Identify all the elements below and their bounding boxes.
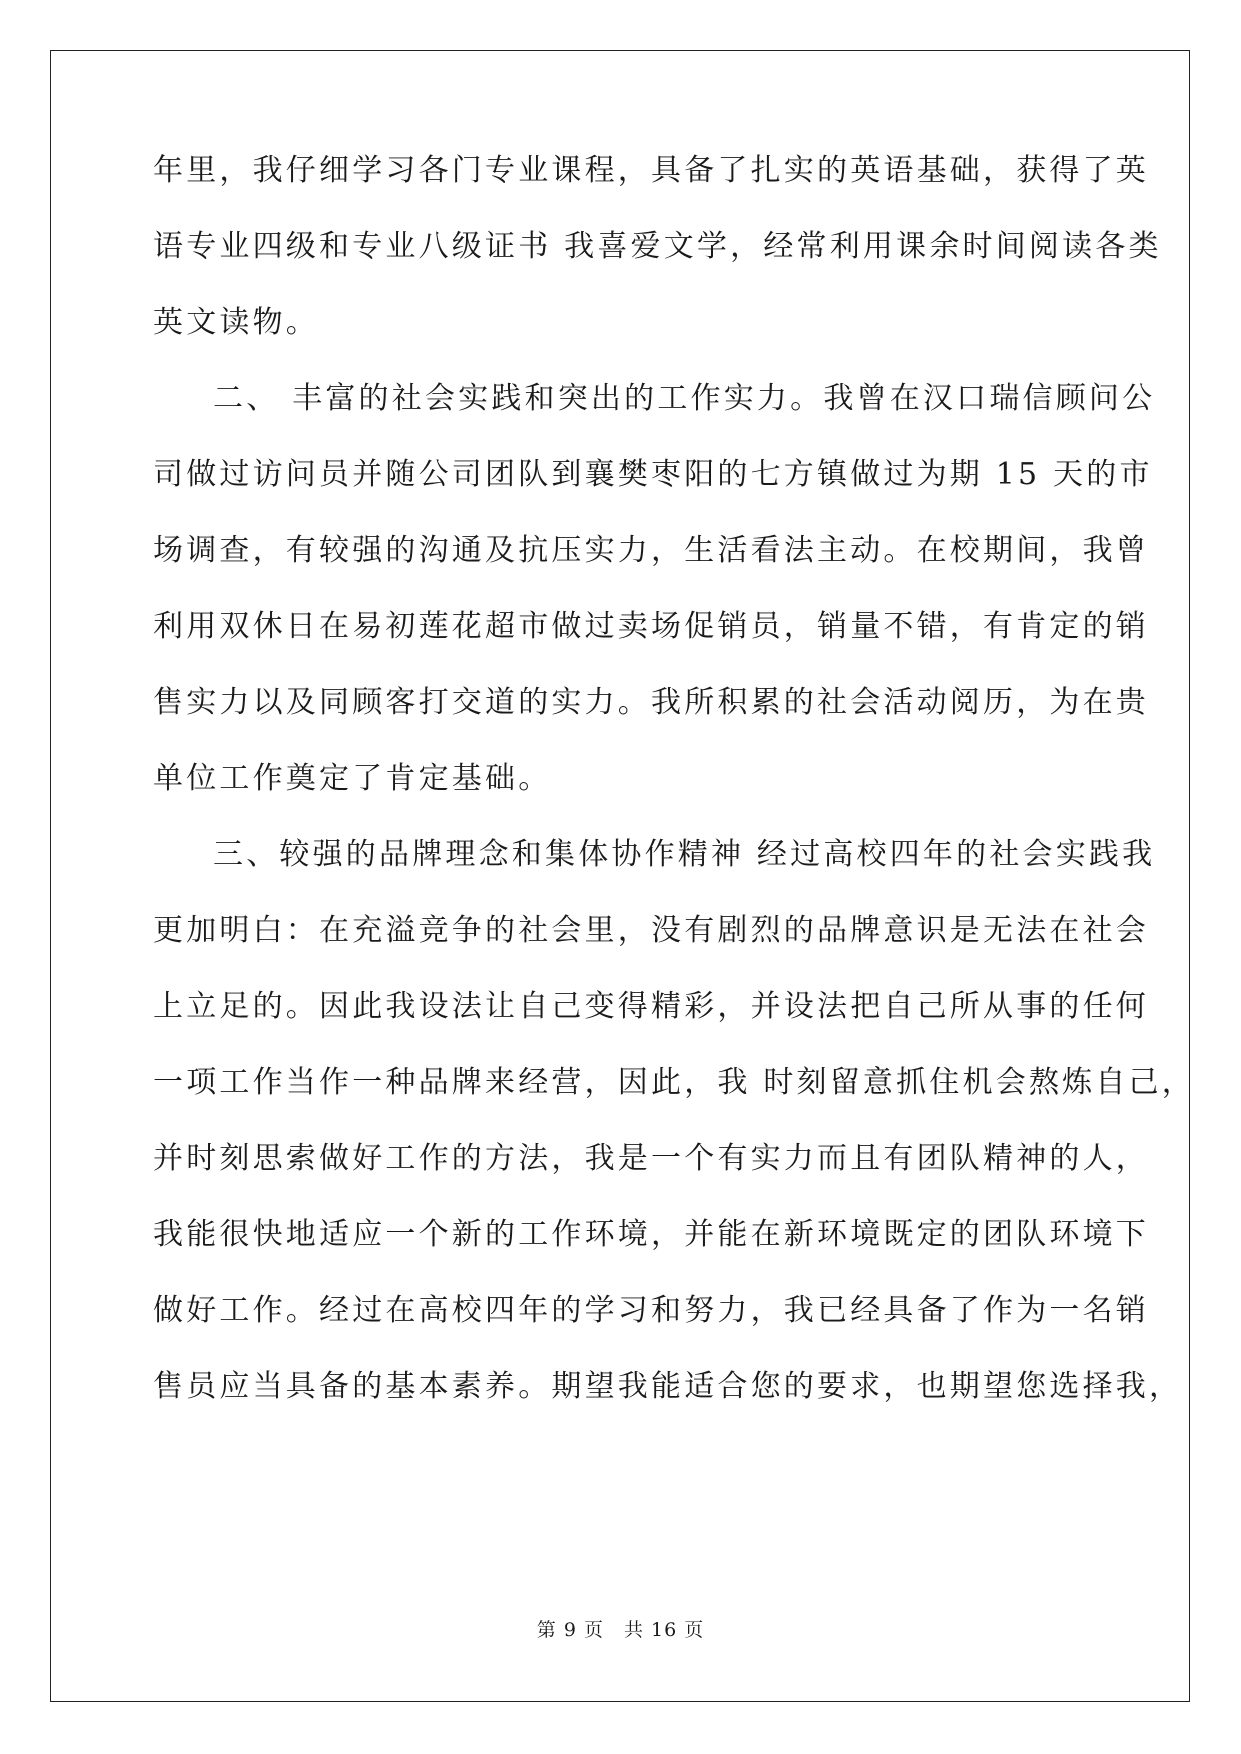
text-line: 利用双休日在易初莲花超市做过卖场促销员，销量不错，有肯定的销 xyxy=(153,609,1149,644)
text-line: 售实力以及同顾客打交道的实力。我所积累的社会活动阅历，为在贵 xyxy=(153,685,1149,720)
text-line: 语专业四级和专业八级证书 我喜爱文学，经常利用课余时间阅读各类 xyxy=(153,229,1162,264)
page-border xyxy=(50,50,1190,1702)
text-line: 三、较强的品牌理念和集体协作精神 经过高校四年的社会实践我 xyxy=(213,837,1156,872)
text-line: 做好工作。经过在高校四年的学习和努力，我已经具备了作为一名销 xyxy=(153,1293,1149,1328)
text-line: 年里，我仔细学习各门专业课程，具备了扎实的英语基础，获得了英 xyxy=(153,153,1149,188)
text-line: 我能很快地适应一个新的工作环境，并能在新环境既定的团队环境下 xyxy=(153,1217,1149,1252)
text-line: 上立足的。因此我设法让自己变得精彩，并设法把自己所从事的任何 xyxy=(153,989,1149,1024)
page-number: 第 9 页 共 16 页 xyxy=(536,1619,705,1641)
text-line: 单位工作奠定了肯定基础。 xyxy=(153,761,552,796)
text-line: 并时刻思索做好工作的方法，我是一个有实力而且有团队精神的人， xyxy=(153,1141,1149,1176)
text-line: 一项工作当作一种品牌来经营，因此，我 时刻留意抓住机会熬炼自己， xyxy=(153,1065,1195,1100)
text-line: 司做过访问员并随公司团队到襄樊枣阳的七方镇做过为期 15 天的市 xyxy=(153,457,1153,492)
text-line: 英文读物。 xyxy=(153,305,319,340)
text-line: 售员应当具备的基本素养。期望我能适合您的要求，也期望您选择我， xyxy=(153,1369,1183,1404)
text-line: 场调查，有较强的沟通及抗压实力，生活看法主动。在校期间，我曾 xyxy=(153,533,1149,568)
text-line: 二、 丰富的社会实践和突出的工作实力。我曾在汉口瑞信顾问公 xyxy=(213,381,1156,416)
text-line: 更加明白：在充溢竞争的社会里，没有剧烈的品牌意识是无法在社会 xyxy=(153,913,1149,948)
